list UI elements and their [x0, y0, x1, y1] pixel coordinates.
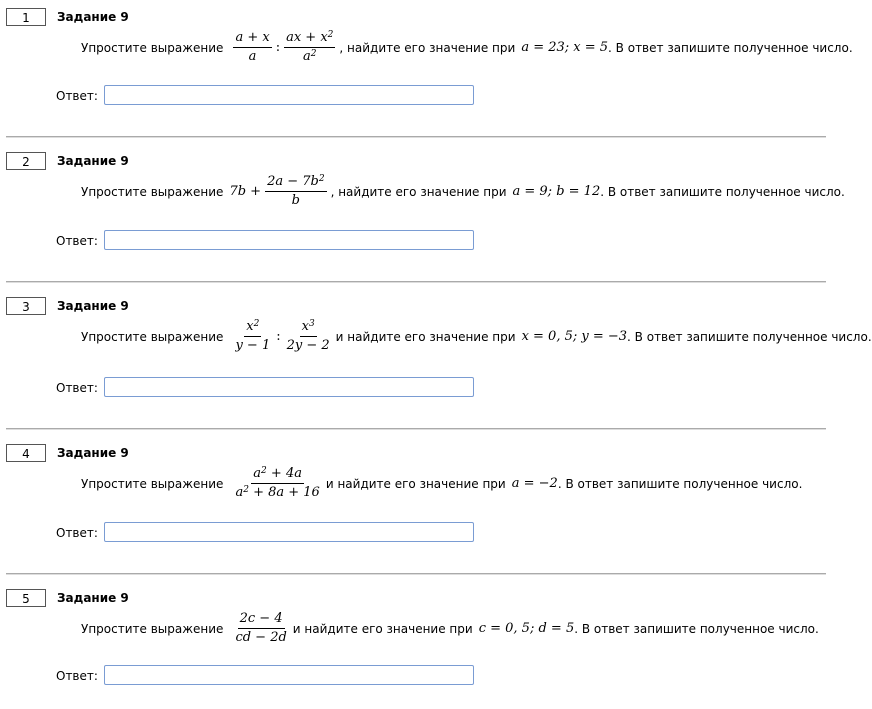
exponent: 3: [308, 319, 315, 329]
statement-suffix: . В ответ запишите полученное число.: [557, 476, 803, 491]
given-values: a = −2: [511, 476, 558, 491]
task-statement: [81, 319, 872, 354]
numerator-rest: + 4a: [266, 466, 302, 481]
statement-middle: , найдите его значение при: [339, 40, 516, 55]
fraction: [265, 174, 327, 209]
given-values: a = 9; b = 12: [512, 184, 601, 199]
expression: [229, 466, 325, 501]
denominator: b: [291, 193, 300, 208]
numerator: [251, 466, 304, 484]
exponent: 2: [243, 485, 249, 495]
divider: [6, 281, 826, 283]
answer-input[interactable]: [104, 377, 474, 397]
task-statement: [81, 466, 802, 501]
exponent: 2: [310, 49, 317, 59]
task-number: 3: [6, 297, 46, 315]
divider: [6, 136, 826, 138]
task-statement: [81, 174, 845, 209]
fraction: [233, 466, 321, 501]
fraction: [233, 319, 272, 354]
statement-middle: , найдите его значение при: [330, 184, 507, 199]
denominator-base: a: [302, 49, 311, 64]
answer-label: Ответ:: [56, 669, 98, 683]
answer-label: Ответ:: [56, 234, 98, 248]
statement-prefix: Упростите выражение: [81, 621, 224, 636]
expression: [229, 30, 339, 65]
task-title: Задание 9: [57, 446, 129, 460]
numerator: [284, 30, 335, 48]
exponent: 2: [318, 174, 325, 184]
statement-prefix: Упростите выражение: [81, 329, 224, 344]
numerator-term: a: [253, 466, 262, 481]
denominator: [301, 48, 319, 65]
statement-suffix: . В ответ запишите полученное число.: [608, 40, 853, 55]
exponent: 2: [327, 30, 334, 40]
denominator-rest: + 8a + 16: [248, 485, 320, 500]
task-statement: [81, 30, 853, 65]
statement-middle: и найдите его значение при: [292, 621, 473, 636]
statement-prefix: Упростите выражение: [81, 40, 224, 55]
divide-operator: :: [276, 329, 281, 344]
denominator: [233, 484, 321, 501]
answer-input[interactable]: [104, 522, 474, 542]
task-number: 1: [6, 8, 46, 26]
expression: [229, 174, 330, 209]
numerator-base: ax + x: [286, 30, 328, 45]
numerator: a + x: [233, 30, 271, 48]
statement-suffix: . В ответ запишите полученное число.: [600, 184, 845, 199]
numerator: [265, 174, 327, 192]
answer-label: Ответ:: [56, 526, 98, 540]
given-values: c = 0, 5; d = 5: [478, 621, 575, 636]
task-number: 4: [6, 444, 46, 462]
answer-label: Ответ:: [56, 381, 98, 395]
numerator: 2c − 4: [238, 611, 285, 629]
answer-input[interactable]: [104, 85, 474, 105]
divider: [6, 573, 826, 575]
denominator: y − 1: [235, 338, 271, 353]
given-values: a = 23; x = 5: [521, 40, 609, 55]
task-title: Задание 9: [57, 299, 129, 313]
statement-suffix: . В ответ запишите полученное число.: [574, 621, 819, 636]
denominator-term: a: [235, 485, 244, 500]
task-title: Задание 9: [57, 591, 129, 605]
denominator: cd − 2d: [235, 630, 287, 645]
given-values: x = 0, 5; y = −3: [521, 329, 628, 344]
task-title: Задание 9: [57, 10, 129, 24]
divide-operator: :: [275, 40, 281, 55]
statement-prefix: Упростите выражение: [81, 184, 224, 199]
answer-input[interactable]: [104, 665, 474, 685]
numerator-base: 2a − 7b: [267, 174, 319, 189]
exponent: 2: [261, 466, 267, 476]
divider: [6, 428, 826, 430]
statement-prefix: Упростите выражение: [81, 476, 224, 491]
fraction: [233, 30, 271, 65]
answer-input[interactable]: [104, 230, 474, 250]
fraction: [233, 611, 288, 646]
numerator-base: x: [246, 319, 254, 334]
numerator: [300, 319, 317, 337]
leading-term: 7b +: [229, 184, 262, 199]
task-statement: [81, 611, 819, 646]
expression: [229, 319, 335, 354]
task-number: 2: [6, 152, 46, 170]
task-title: Задание 9: [57, 154, 129, 168]
statement-suffix: . В ответ запишите полученное число.: [627, 329, 872, 344]
numerator: [244, 319, 261, 337]
statement-middle: и найдите его значение при: [325, 476, 506, 491]
task-number: 5: [6, 589, 46, 607]
fraction: [284, 30, 335, 65]
numerator-base: x: [301, 319, 309, 334]
denominator: a: [248, 49, 257, 64]
fraction: [285, 319, 332, 354]
statement-middle: и найдите его значение при: [335, 329, 516, 344]
answer-label: Ответ:: [56, 89, 98, 103]
expression: [229, 611, 292, 646]
exponent: 2: [253, 319, 260, 329]
denominator: 2y − 2: [286, 338, 330, 353]
